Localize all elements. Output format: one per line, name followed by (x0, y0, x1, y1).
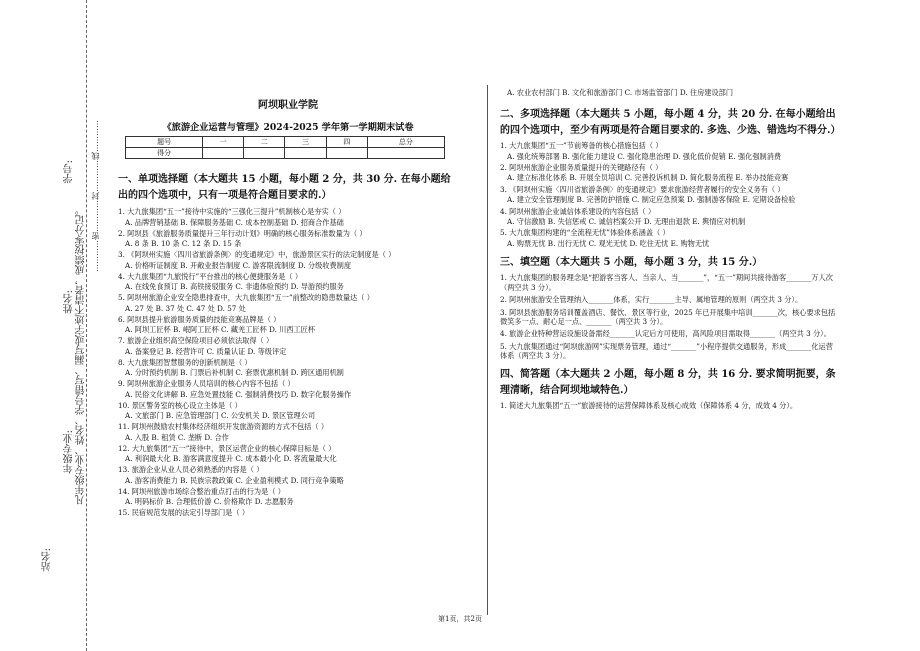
score-cell: 一 (203, 137, 244, 148)
question-stem: 2. 阿坝州旅游企业服务质量提升的关键路径有（ ） (500, 163, 663, 173)
question-options: A. 入股 B. 租赁 C. 垄断 D. 合作 (125, 432, 229, 442)
question-stem: 6. 阿坝县提升旅游服务质量的技能竞赛品牌是（ ） (118, 314, 281, 324)
score-table (125, 136, 445, 159)
question-options: A. 分时预约机制 B. 门票后补机制 C. 套票优惠机制 D. 跨区通用机制 (125, 368, 344, 378)
score-cell: 三 (285, 137, 326, 148)
left-column (118, 172, 458, 517)
student-id-label: 学号: (64, 160, 75, 184)
question-stem: 14. 阿坝州旅游市场综合整治重点打击的行为是（ ） (118, 486, 285, 496)
grade-major-label: 年级专业: (64, 430, 75, 474)
question-options: A. 建立标准化体系 B. 开展全员培训 C. 完善投诉机制 D. 简化服务流程 E. 举办技能竞赛 (507, 173, 789, 183)
section2-questions (500, 141, 840, 248)
question-options: A. 利润最大化 B. 游客满意度提升 C. 成本最小化 D. 客流量最大化 (125, 454, 337, 464)
question-options: A. 民俗文化讲解 B. 应急处置技能 C. 强制消费技巧 D. 数字化服务操作 (125, 389, 352, 399)
question-stem: 5. 阿坝州旅游企业安全隐患排查中，大九旅集团“五一”前整改的隐患数量达（ ） (118, 293, 374, 302)
question-options: A. 品牌营销基础 B. 保障服务基础 C. 成本控制基础 D. 招商合作基础 (125, 217, 344, 227)
question-stem: 5. 大九旅集团构建的“全流程无忧”体验体系涵盖（ ） (500, 228, 670, 238)
question-stem: 4. 阿坝州旅游企业诚信体系建设的内容包括（ ） (500, 206, 656, 216)
question-stem: 10. 景区警务室的核心设立主体是（ ） (118, 400, 242, 410)
question-options: A. 文旅部门 B. 应急管理部门 C. 公安机关 D. 景区管理公司 (125, 411, 316, 421)
fill-blank-question: 1. 大九旅集团的服务理念是“把游客当客人、当亲人、当_______”，“五一”期间共接待游客_______万人次（两空共 3 分）。 (500, 273, 833, 292)
question-stem: 1. 大九旅集团“五一”接待中实施的“三强化三提升”机制核心是夯实（ ） (118, 207, 346, 216)
question-options: A. 27 处 B. 37 处 C. 47 处 D. 57 处 (125, 303, 246, 313)
question-stem: 7. 旅游企业组织高空保险项目必须依法取得（ ） (118, 336, 274, 345)
question-stem: 11. 阿坝州鼓励农村集体经济组织开发旅游资源的方式不包括（ ） (118, 422, 329, 431)
score-cell[interactable] (326, 148, 367, 159)
score-cell[interactable] (244, 148, 285, 159)
section2-title: 二、多项选择题（本大题共 5 小题，每小题 4 分，共 20 分. 在每小题给出的四个选项中，至少有两项是符合题目要求的. 多选、少选、错选均不得分.） (500, 109, 841, 136)
question-options: A. 备案登记 B. 经营许可 C. 质量认证 D. 等级评定 (125, 346, 287, 356)
page-footer: 第1页，共2页 (438, 615, 482, 623)
score-cell: 题号 (126, 137, 203, 148)
question-options: A. 明码标价 B. 合理低价游 C. 价格欺诈 D. 志愿服务 (125, 497, 294, 507)
fill-blank-question: 3. 阿坝县旅游服务培训覆盖酒店、餐饮、景区等行业，2025 年已开展集中培训_______次，核心要求包括微笑多一点、耐心足一点、_______（两空共 3 分）。 (500, 307, 836, 326)
score-table-score-row (126, 148, 445, 159)
question-options: A. 阿坝工匠杯 B. 岷阿工匠杯 C. 藏羌工匠杯 D. 川西工匠杯 (125, 325, 316, 335)
question-stem: 3. 《阿坝州实施〈四川省旅游条例〉的变通规定》要求旅游经营者履行的安全义务有（ ） (500, 184, 785, 194)
fill-blank-question: 4. 旅游企业特种营运设施设备需经_______认定后方可使用，高风险项目需取得_______（两空共 3 分）。 (500, 329, 831, 339)
question-options: A. 守信激励 B. 失信惩戒 C. 诚信档案公开 D. 无理由退款 E. 舆情应对机制 (507, 216, 746, 226)
name-label: 姓名: (64, 290, 75, 314)
question-options: A. 建立安全管理制度 B. 完善防护措施 C. 制定应急预案 D. 强制游客保险 E. 定期设备检验 (507, 195, 796, 205)
binding-strip (0, 0, 105, 651)
short-answer-question: 1. 简述大九旅集团“五一”旅游接待的运营保障体系及核心成效（保障体系 4 分，成效 4 分）。 (500, 401, 798, 411)
seal-line-text: …………密…………封…………线………… (91, 120, 100, 272)
section3-title: 三、填空题（本大题共 5 小题，每小题 3 分，共 15 分.） (500, 256, 763, 268)
section3-questions (500, 273, 840, 360)
question-stem: 4. 大九旅集团“九旅悦行”平台推出的核心便捷服务是（ ） (118, 271, 303, 281)
section4-title: 四、简答题（本大题共 2 小题，每小题 8 分，共 16 分. 要求简明扼要，条理清晰，结合阿坝地域特色.） (500, 369, 836, 396)
question-stem: 13. 旅游企业从业人员必须熟悉的内容是（ ） (118, 465, 264, 474)
site-label: 站名: (42, 548, 53, 572)
question-options: A. 强化统筹部署 B. 强化能力建设 C. 强化隐患治理 D. 强化低价促销 E. 强化强制消费 (507, 151, 782, 161)
column-divider (487, 85, 488, 615)
question-options: A. 购票无忧 B. 出行无忧 C. 观光无忧 D. 吃住无忧 E. 购物无忧 (507, 238, 710, 248)
score-table-header-row (126, 137, 445, 148)
section1-title: 一、单项选择题（本大题共 15 小题，每小题 2 分，共 30 分. 在每小题给出的四个选项中，只有一项是符合题目要求的.） (118, 174, 451, 201)
exam-title: 《旅游企业运营与管理》2024-2025 学年第一学期期末试卷 (162, 122, 414, 133)
fill-blank-question: 5. 大九旅集团通过“阿坝旅游网”实现票务管理，通过“_______”小程序提供交通服务，形成_______化运营体系（两空共 3 分）。 (500, 341, 833, 360)
question-options: A. 在线免食预订 B. 高铁接驳服务 C. 非遗体验预约 D. 导游预约服务 (125, 282, 344, 292)
school-name: 阿坝职业学院 (258, 100, 318, 111)
fill-blank-question: 2. 阿坝州旅游安全管理纳入_______体系，实行_______主导、属地管理的原则（两空共 3 分）。 (500, 295, 803, 305)
question-stem: 1. 大九旅集团“五一”节前筹备的核心措施包括（ ） (500, 141, 663, 151)
seal-line (86, 0, 87, 651)
question-stem: 2. 阿坝县《旅游服务质量提升三年行动计划》明确的核心服务标准数量为（ ） (118, 228, 367, 238)
score-cell[interactable] (367, 148, 444, 159)
question-stem: 15. 民宿规范发展的法定引导部门是（ ） (118, 508, 250, 517)
score-cell: 二 (244, 137, 285, 148)
score-cell: 得分 (126, 148, 203, 159)
question-options: A. 价格听证制度 B. 开敞业报告制度 C. 游客限流制度 D. 分级收费制度 (125, 260, 352, 270)
score-cell: 四 (326, 137, 367, 148)
question-stem: 8. 大九旅集团智慧服务的创新机制是（ ） (118, 357, 252, 367)
score-cell[interactable] (203, 148, 244, 159)
question-options: A. 游客消费能力 B. 民族宗教政策 C. 企业盈利模式 D. 同行竞争策略 (125, 475, 344, 485)
question-stem: 3. 《阿坝州实施〈四川省旅游条例〉的变通规定》中，旅游景区实行的法定制度是（ ） (118, 250, 396, 259)
section1-questions (118, 207, 458, 517)
question-stem: 9. 阿坝州旅游企业服务人员培训的核心内容不包括（ ） (118, 379, 295, 388)
binding-warning: 凡年级专业、姓名、学号错写、漏写或字迹不清者，成绩按零分记。 (76, 205, 87, 505)
question-options: A. 8 条 B. 10 条 C. 12 条 D. 15 条 (125, 239, 242, 249)
question-options: A. 农业农村部门 B. 文化和旅游部门 C. 市场监管部门 D. 住房建设部门 (507, 88, 734, 97)
question-stem: 12. 大九旅集团“五一”接待中，景区运营企业的核心保障目标是（ ） (118, 443, 336, 453)
score-cell: 总分 (367, 137, 444, 148)
section4-questions (500, 401, 840, 410)
score-cell[interactable] (285, 148, 326, 159)
right-column (500, 88, 840, 411)
